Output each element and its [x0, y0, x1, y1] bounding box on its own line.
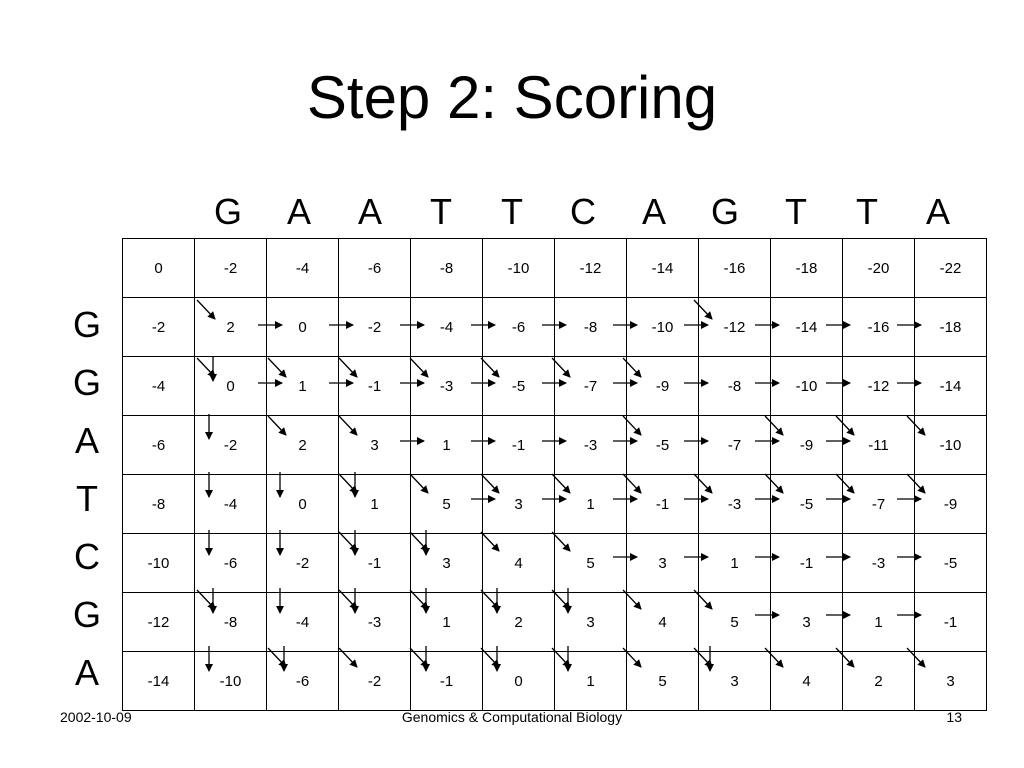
column-letter: G — [213, 191, 242, 232]
matrix-row — [123, 239, 987, 298]
score-cell: -4 — [123, 357, 195, 416]
score-cell: 0 — [267, 298, 339, 357]
score-cell: -4 — [267, 593, 339, 652]
slide-title: Step 2: Scoring — [306, 64, 718, 131]
score-cell: -2 — [339, 652, 411, 711]
score-cell: -7 — [699, 416, 771, 475]
score-cell: 3 — [339, 416, 411, 475]
column-letter: T — [856, 191, 878, 232]
column-letter: A — [286, 191, 311, 232]
score-cell: 2 — [843, 652, 915, 711]
score-cell: -6 — [339, 239, 411, 298]
score-cell: -7 — [555, 357, 627, 416]
score-cell: -20 — [843, 239, 915, 298]
row-letter: C — [74, 536, 100, 577]
matrix-row — [123, 652, 987, 711]
score-cell: 3 — [699, 652, 771, 711]
score-cell: -1 — [411, 652, 483, 711]
score-cell: -3 — [699, 475, 771, 534]
score-cell: 1 — [339, 475, 411, 534]
score-cell: -1 — [627, 475, 699, 534]
score-cell: -6 — [267, 652, 339, 711]
score-cell: 1 — [843, 593, 915, 652]
score-cell: -8 — [195, 593, 267, 652]
score-cell: -10 — [915, 416, 987, 475]
score-cell: 2 — [267, 416, 339, 475]
row-letter: G — [72, 362, 101, 403]
score-cell: 3 — [627, 534, 699, 593]
score-cell: -9 — [771, 416, 843, 475]
score-cell: -3 — [555, 416, 627, 475]
score-cell: -1 — [339, 357, 411, 416]
score-cell: -6 — [195, 534, 267, 593]
score-cell: -2 — [267, 534, 339, 593]
score-cell: -4 — [411, 298, 483, 357]
column-letter: A — [357, 191, 382, 232]
score-cell: -10 — [195, 652, 267, 711]
score-cell: -6 — [123, 416, 195, 475]
score-cell: 0 — [195, 357, 267, 416]
score-cell: -10 — [123, 534, 195, 593]
score-cell: -12 — [699, 298, 771, 357]
score-cell: -1 — [771, 534, 843, 593]
footer-date: 2002-10-09 — [60, 709, 132, 725]
matrix-row — [123, 593, 987, 652]
column-letter: A — [641, 191, 666, 232]
column-letter: G — [710, 191, 739, 232]
score-cell: -14 — [771, 298, 843, 357]
score-cell: -12 — [555, 239, 627, 298]
score-cell: -16 — [699, 239, 771, 298]
score-cell: -10 — [483, 239, 555, 298]
score-cell: -14 — [915, 357, 987, 416]
score-cell: -4 — [195, 475, 267, 534]
score-cell: -12 — [843, 357, 915, 416]
score-cell: -11 — [843, 416, 915, 475]
score-cell: -5 — [771, 475, 843, 534]
score-cell: -2 — [339, 298, 411, 357]
matrix-row — [123, 416, 987, 475]
score-cell: 2 — [483, 593, 555, 652]
column-letter: T — [785, 191, 807, 232]
score-cell: -6 — [483, 298, 555, 357]
score-cell: -14 — [123, 652, 195, 711]
footer-page-number: 13 — [946, 709, 962, 725]
score-cell: 0 — [267, 475, 339, 534]
score-cell: 1 — [267, 357, 339, 416]
score-cell: -8 — [411, 239, 483, 298]
score-cell: -18 — [915, 298, 987, 357]
score-cell: -1 — [915, 593, 987, 652]
matrix-row — [123, 534, 987, 593]
column-letter: T — [430, 191, 452, 232]
score-cell: 0 — [123, 239, 195, 298]
score-cell: -8 — [123, 475, 195, 534]
score-cell: -1 — [339, 534, 411, 593]
score-cell: 5 — [627, 652, 699, 711]
score-cell: 1 — [411, 593, 483, 652]
score-cell: -10 — [627, 298, 699, 357]
matrix-row — [123, 357, 987, 416]
score-cell: -22 — [915, 239, 987, 298]
score-cell: -8 — [555, 298, 627, 357]
score-cell: -14 — [627, 239, 699, 298]
score-cell: -16 — [843, 298, 915, 357]
score-cell: 3 — [915, 652, 987, 711]
score-cell: 2 — [195, 298, 267, 357]
matrix-row — [123, 298, 987, 357]
score-cell: -3 — [339, 593, 411, 652]
column-letter: A — [925, 191, 950, 232]
score-cell: -4 — [267, 239, 339, 298]
score-cell: 4 — [483, 534, 555, 593]
column-letter: T — [501, 191, 523, 232]
score-cell: 5 — [411, 475, 483, 534]
score-cell: 3 — [411, 534, 483, 593]
score-cell: -3 — [843, 534, 915, 593]
matrix-row — [123, 475, 987, 534]
score-cell: 1 — [555, 475, 627, 534]
footer-course-title: Genomics & Computational Biology — [401, 709, 623, 725]
score-cell: -2 — [195, 239, 267, 298]
score-cell: 0 — [483, 652, 555, 711]
score-cell: 1 — [555, 652, 627, 711]
score-cell: -9 — [627, 357, 699, 416]
score-cell: 3 — [555, 593, 627, 652]
score-cell: -5 — [915, 534, 987, 593]
score-cell: -10 — [771, 357, 843, 416]
score-cell: -9 — [915, 475, 987, 534]
score-cell: 3 — [771, 593, 843, 652]
score-cell: -18 — [771, 239, 843, 298]
score-cell: -7 — [843, 475, 915, 534]
row-letter: G — [72, 304, 101, 345]
score-cell: 4 — [771, 652, 843, 711]
row-letter: G — [72, 594, 101, 635]
score-cell: 5 — [699, 593, 771, 652]
score-cell: 5 — [555, 534, 627, 593]
score-cell: -12 — [123, 593, 195, 652]
scoring-matrix — [122, 238, 987, 711]
score-cell: -8 — [699, 357, 771, 416]
score-cell: -3 — [411, 357, 483, 416]
row-letter: A — [74, 652, 99, 693]
score-cell: 3 — [483, 475, 555, 534]
score-cell: 1 — [411, 416, 483, 475]
score-cell: -1 — [483, 416, 555, 475]
score-cell: 4 — [627, 593, 699, 652]
score-cell: -2 — [123, 298, 195, 357]
column-letter: C — [570, 191, 596, 232]
score-cell: -2 — [195, 416, 267, 475]
row-letter: A — [74, 420, 99, 461]
score-cell: -5 — [627, 416, 699, 475]
score-cell: 1 — [699, 534, 771, 593]
row-letter: T — [76, 478, 98, 519]
score-cell: -5 — [483, 357, 555, 416]
